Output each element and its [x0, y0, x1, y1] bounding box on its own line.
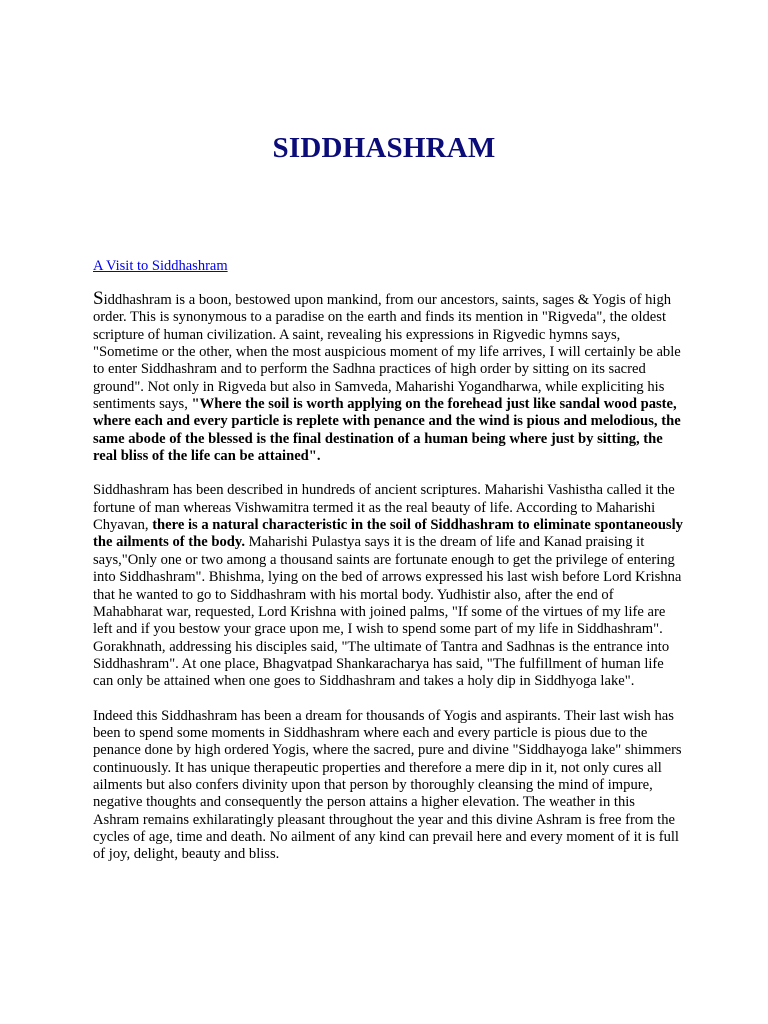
- page-title: SIDDHASHRAM: [272, 132, 496, 164]
- paragraph-2-text-end: Maharishi Pulastya says it is the dream of life and Kanad praising it says,"Only one or two among a thousand saints are fortunate enough to get the privilege of entering into Siddhashram". Bhishma, lying on the bed of arrows expressed his last wish before Lord Krishna that he wanted to go to Siddhashram with his mortal body. Yudhistir also, after the end of Mahabharat war, requested, Lord Krishna with joined palms, "If some of the virtues of my life are left and if you bestow your grace upon me, I wish to spend some part of my life in Siddhashram". Gorakhnath, addressing his disciples said, "The ultimate of Tantra and Sadhnas is the entrance into Siddhashram". At one place, Bhagvatpad Shankaracharya has said, "The fulfillment of human life can only be attained when one goes to Siddhashram and takes a holy dip in Siddhyoga lake".: [93, 534, 682, 690]
- document-body: [93, 290, 683, 864]
- paragraph-1: [93, 290, 683, 465]
- visit-siddhashram-link[interactable]: A Visit to Siddhashram: [93, 258, 228, 274]
- paragraph-2: [93, 482, 683, 690]
- paragraph-1-text: iddhashram is a boon, bestowed upon mankind, from our ancestors, saints, sages & Yogis of high order. This is synonymous to a paradise on the earth and finds its mention in "Rigveda", the oldest scripture of human civilization. A saint, revealing his expressions in Rigvedic hymns says, "Sometime or the other, when the most auspicious moment of my life arrives, I will certainly be able to enter Siddhashram and to perform the Sadhna practices of high order by sitting on its sacred ground". Not only in Rigveda but also in Samveda, Maharishi Yogandharwa, while expliciting his sentiments says,: [93, 292, 681, 413]
- dropcap-letter: S: [93, 288, 104, 309]
- paragraph-2-text-start: Siddhashram has been described in hundreds of ancient scriptures. Maharishi Vashistha called it the fortune of man whereas Vishwamitra termed it as the real beauty of life. According to Maharishi Chyavan,: [93, 482, 675, 534]
- paragraph-1-bold-quote: "Where the soil is worth applying on the forehead just like sandal wood paste, where each and every particle is replete with penance and the wind is pious and melodious, the same abode of the blessed is the final destination of a human being where just by sitting, the real bliss of the life can be attained".: [93, 396, 681, 465]
- paragraph-3: Indeed this Siddhashram has been a dream for thousands of Yogis and aspirants. Their last wish has been to spend some moments in Siddhashram where each and every particle is pious due to the penance done by high ordered Yogis, where the sacred, pure and divine "Siddhayoga lake" shimmers continuously. It has unique therapeutic properties and therefore a mere dip in it, not only cures all ailments but also confers divinity upon that person by thoroughly cleansing the mind of impure, negative thoughts and consequently the person attains a higher elevation. The weather in this Ashram remains exhilaratingly pleasant throughout the year and this divine Ashram is free from the cycles of age, time and death. No ailment of any kind can prevail here and every moment of it is full of joy, delight, beauty and bliss.: [93, 707, 682, 863]
- paragraph-2-bold-statement: there is a natural characteristic in the soil of Siddhashram to eliminate spontaneously the ailments of the body.: [93, 517, 683, 551]
